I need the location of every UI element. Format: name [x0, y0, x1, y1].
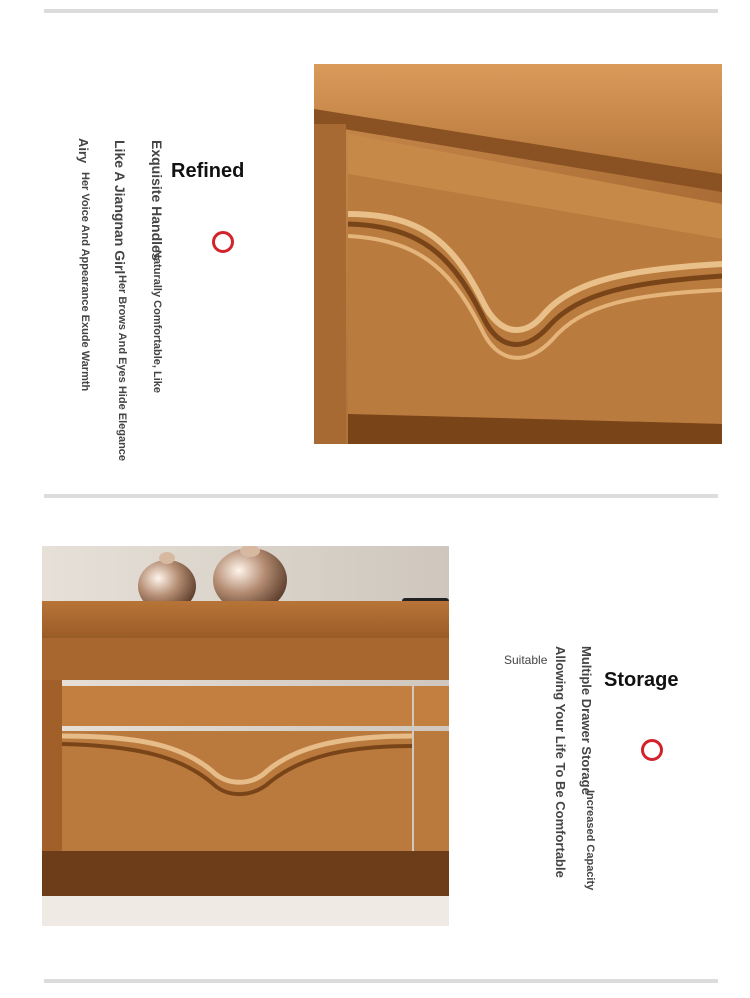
- feature-line-brows-eyes: Her Brows And Eyes Hide Elegance: [116, 275, 128, 462]
- tv-cabinet-photo: [42, 546, 449, 926]
- feature-line-exquisite-handles: Exquisite Handles: [149, 140, 165, 261]
- top-divider: [44, 9, 718, 13]
- bottom-divider: [44, 979, 718, 983]
- red-ring-icon: [641, 739, 663, 761]
- feature-line-naturally-comfortable: Naturally Comfortable, Like: [151, 250, 163, 394]
- section-heading-storage: Storage: [604, 669, 679, 691]
- feature-line-airy: Airy: [76, 138, 91, 164]
- feature-line-increased-capacity: Increased Capacity: [584, 790, 596, 891]
- red-ring-icon: [212, 231, 234, 253]
- feature-line-jiangnan-girl: Like A Jiangnan Girl: [112, 140, 128, 275]
- section-heading-refined: Refined: [171, 160, 245, 182]
- suitable-label: Suitable: [504, 653, 548, 667]
- middle-divider: [44, 494, 718, 498]
- drawer-handle-photo: [314, 64, 722, 444]
- feature-line-comfortable-life: Allowing Your Life To Be Comfortable: [553, 646, 568, 878]
- feature-line-multiple-drawer: Multiple Drawer Storage: [579, 646, 594, 795]
- feature-line-voice-appearance: Her Voice And Appearance Exude Warmth: [79, 172, 91, 392]
